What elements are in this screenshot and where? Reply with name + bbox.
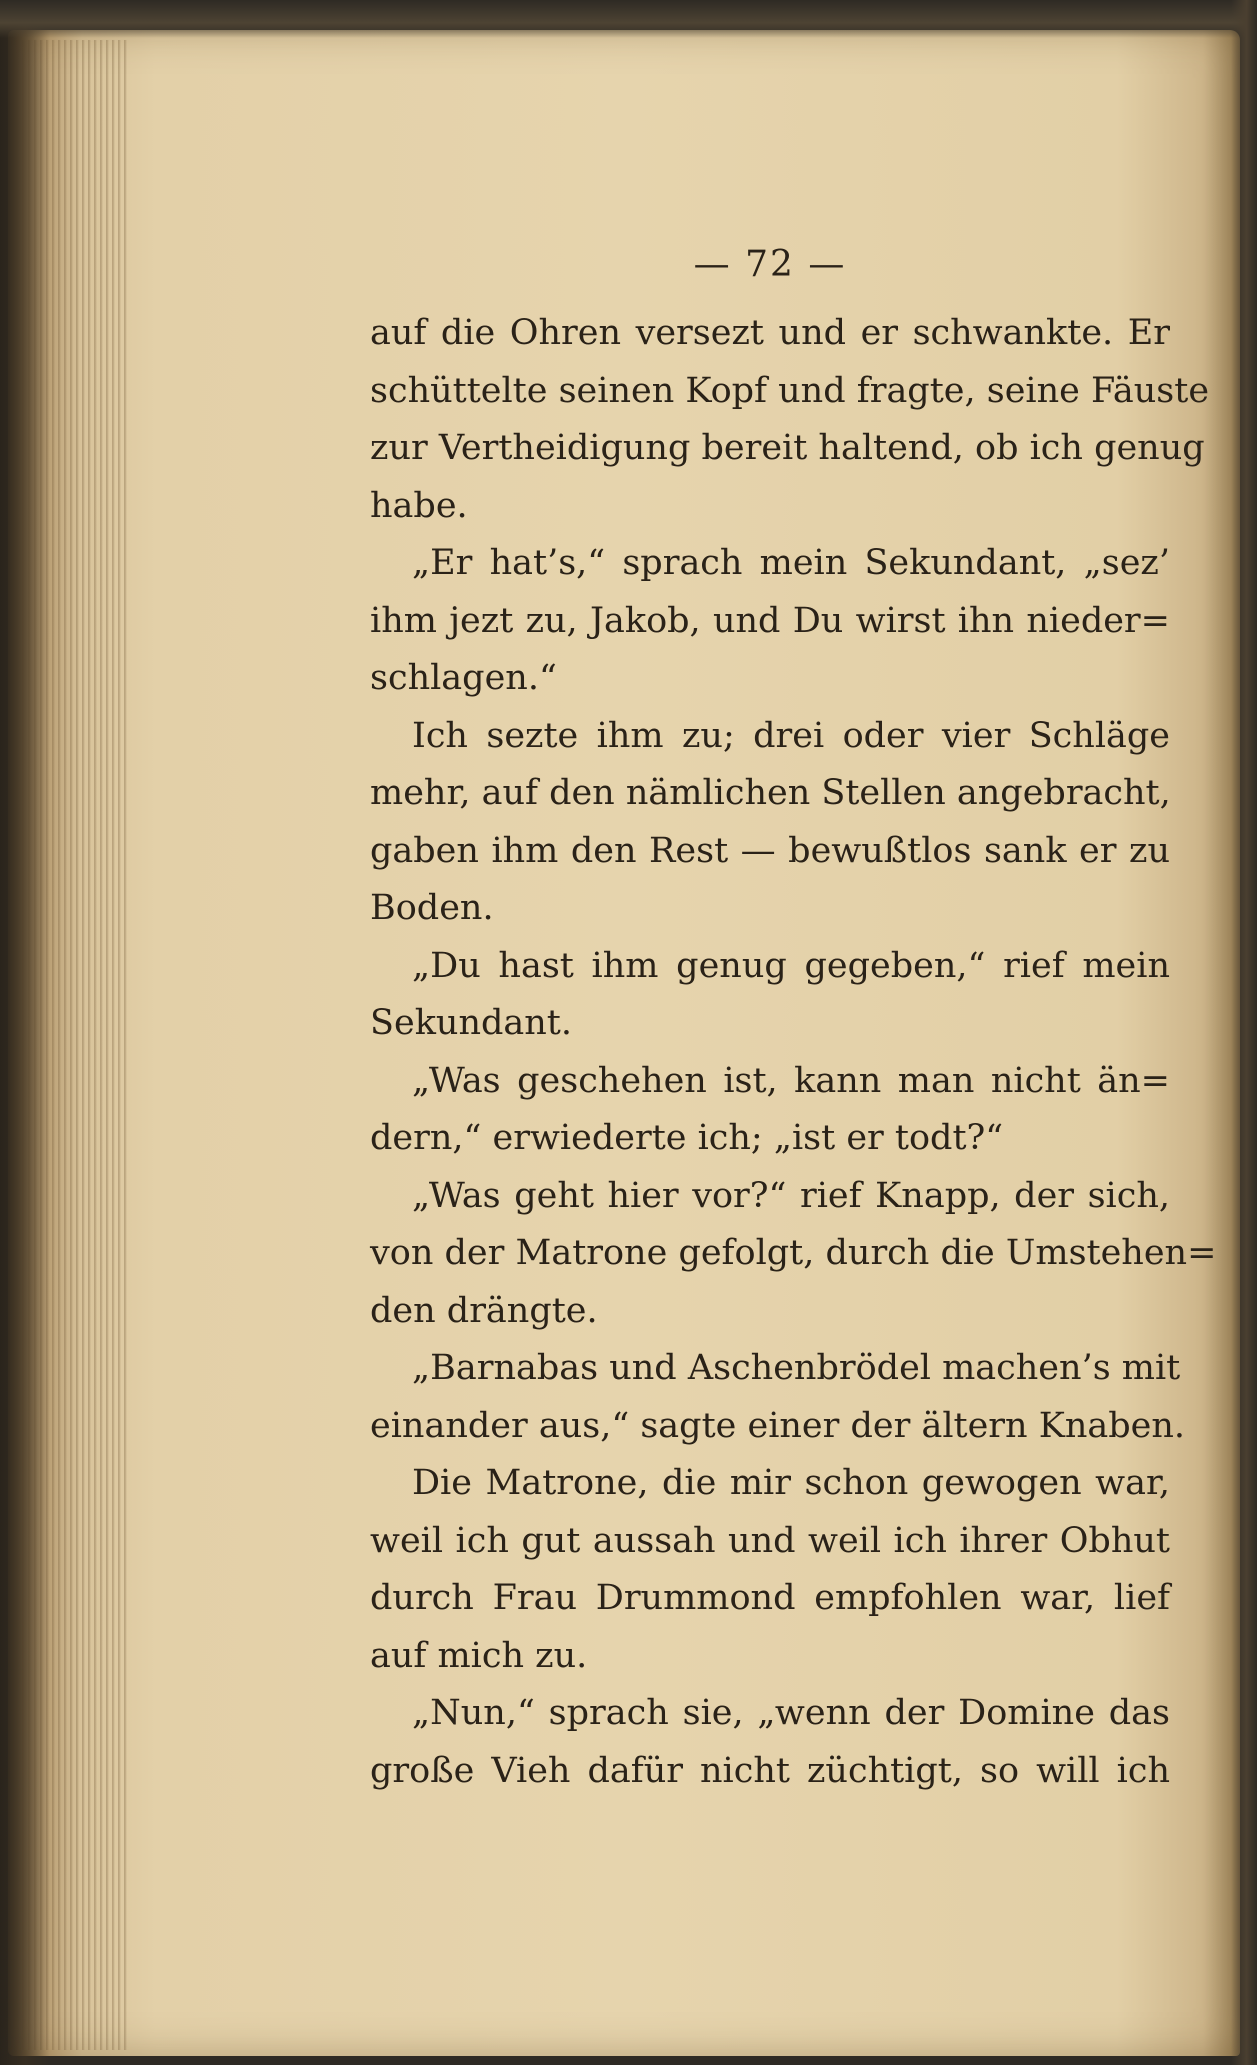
- text-line: Boden.: [370, 888, 494, 928]
- text-line: „Was geschehen ist, kann man nicht än=: [412, 1060, 1170, 1101]
- text-line: gaben ihm den Rest — bewußtlos sank er zu: [370, 830, 1170, 871]
- text-line: ihm jezt zu, Jakob, und Du wirst ihn nieder=: [370, 600, 1170, 641]
- text-line: den drängte.: [370, 1290, 598, 1331]
- text-line: „Barnabas und Aschenbrödel machen’s mit: [412, 1348, 1181, 1388]
- text-line: schlagen.“: [370, 658, 557, 698]
- text-line: zur Vertheidigung bereit haltend, ob ich genug: [370, 428, 1205, 468]
- text-line: habe.: [370, 485, 468, 526]
- text-line: schüttelte seinen Kopf und fragte, seine Fäuste: [370, 370, 1210, 411]
- text-line: Ich sezte ihm zu; drei oder vier Schläge: [412, 715, 1170, 756]
- text-line: auf die Ohren versezt und er schwankte. Er: [370, 313, 1170, 353]
- text-line: „Er hat’s,“ sprach mein Sekundant, „sez’: [412, 543, 1170, 583]
- right-cover-edge: [1231, 0, 1257, 2065]
- text-line: weil ich gut aussah und weil ich ihrer Obhut: [370, 1520, 1170, 1561]
- spine-shadow: [0, 0, 50, 2065]
- text-line: einander aus,“ sagte einer der ältern Knaben.: [370, 1405, 1186, 1446]
- text-line: durch Frau Drummond empfohlen war, lief: [370, 1578, 1170, 1618]
- text-line: „Du hast ihm genug gegeben,“ rief mein: [412, 945, 1170, 986]
- text-line: dern,“ erwiederte ich; „ist er todt?“: [370, 1118, 1004, 1158]
- text-line: „Was geht hier vor?“ rief Knapp, der sich,: [412, 1175, 1170, 1216]
- text-line: Die Matrone, die mir schon gewogen war,: [412, 1463, 1170, 1503]
- page-text-block: [370, 235, 1217, 1800]
- text-line: Sekundant.: [370, 1003, 572, 1043]
- text-line: „Nun,“ sprach sie, „wenn der Domine das: [412, 1693, 1170, 1733]
- text-line: auf mich zu.: [370, 1635, 588, 1676]
- text-line: von der Matrone gefolgt, durch die Umstehen=: [370, 1233, 1217, 1273]
- page-number: — 72 —: [693, 244, 847, 285]
- text-line: mehr, auf den nämlichen Stellen angebracht,: [370, 773, 1171, 813]
- text-lines: [370, 305, 1217, 1800]
- text-line: große Vieh dafür nicht züchtigt, so will ich: [370, 1750, 1170, 1791]
- top-cover-edge: [0, 0, 1257, 38]
